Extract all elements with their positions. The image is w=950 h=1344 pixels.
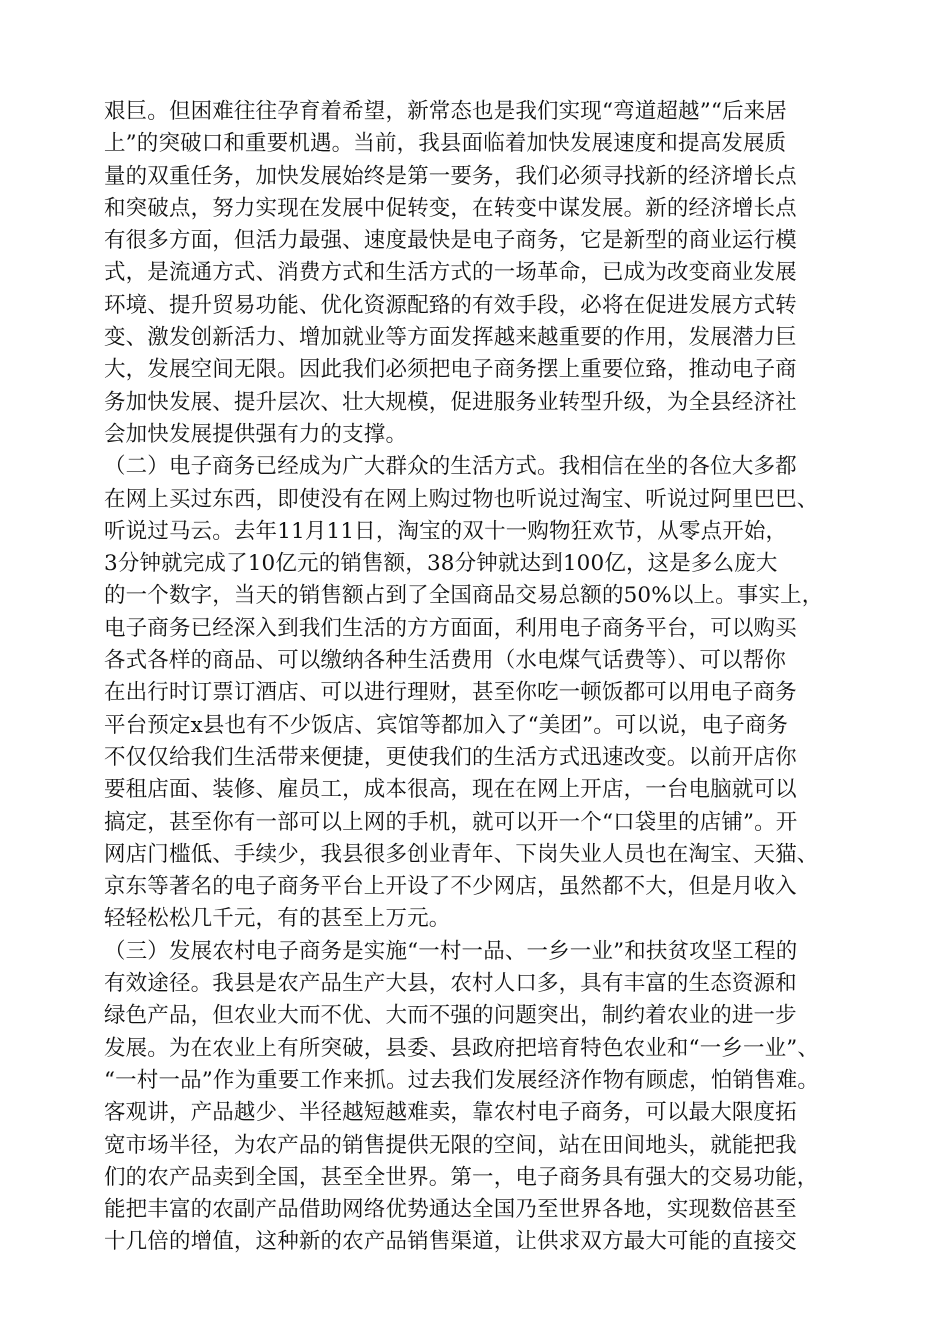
body-text	[104, 96, 864, 1259]
text-line: 在网上买过东西，即使没有在网上购过物也听说过淘宝、听说过阿里巴巴、	[104, 486, 819, 512]
text-line: 各式各样的商品、可以缴纳各种生活费用（水电煤气话费等）、可以帮你	[104, 648, 787, 674]
text-line: 上”的突破口和重要机遇。当前，我县面临着加快发展速度和提高发展质	[104, 131, 787, 157]
text-line: 听说过马云。去年11月11日，淘宝的双十一购物狂欢节，从零点开始，	[104, 518, 788, 544]
text-line: 在出行时订票订酒店、可以进行理财，甚至你吃一顿饭都可以用电子商务	[104, 680, 797, 706]
text-line: 有效途径。我县是农产品生产大县，农村人口多，具有丰富的生态资源和	[104, 971, 797, 997]
text-line: 要租店面、装修、雇员工，成本很高，现在在网上开店，一台电脑就可以	[104, 777, 797, 803]
text-line: 发展。为在农业上有所突破，县委、县政府把培育特色农业和“一乡一业”、	[104, 1035, 820, 1061]
text-line: 十几倍的增值，这种新的农产品销售渠道，让供求双方最大可能的直接交	[104, 1229, 797, 1255]
text-line: 电子商务已经深入到我们生活的方方面面，利用电子商务平台，可以购买	[104, 615, 797, 641]
text-line: 平台预定x县也有不少饭店、宾馆等都加入了“美团”。可以说，电子商务	[104, 712, 789, 738]
text-line: （二）电子商务已经成为广大群众的生活方式。我相信在坐的各位大多都	[104, 454, 797, 480]
text-line: 能把丰富的农副产品借助网络优势通达全国乃至世界各地，实现数倍甚至	[104, 1197, 797, 1223]
text-line: 宽市场半径，为农产品的销售提供无限的空间，站在田间地头，就能把我	[104, 1132, 797, 1158]
text-line: 量的双重任务，加快发展始终是第一要务，我们必须寻找新的经济增长点	[104, 163, 797, 189]
text-line: 会加快发展提供强有力的支撑。	[104, 421, 408, 447]
text-line: （三）发展农村电子商务是实施“一村一品、一乡一业”和扶贫攻坚工程的	[104, 938, 798, 964]
text-line: 3分钟就完成了10亿元的销售额，38分钟就达到100亿，这是多么庞大	[104, 551, 778, 577]
text-line: 绿色产品，但农业大而不优、大而不强的问题突出，制约着农业的进一步	[104, 1003, 797, 1029]
text-line: 环境、提升贸易功能、优化资源配臵的有效手段，必将在促进发展方式转	[104, 292, 797, 318]
text-line: 轻轻松松几千元，有的甚至上万元。	[104, 906, 451, 932]
text-line: 务加快发展、提升层次、壮大规模，促进服务业转型升级，为全县经济社	[104, 389, 797, 415]
text-line: 的一个数字，当天的销售额占到了全国商品交易总额的50%以上。事实上，	[104, 583, 824, 609]
text-line: 式，是流通方式、消费方式和生活方式的一场革命，已成为改变商业发展	[104, 260, 797, 286]
text-line: 搞定，甚至你有一部可以上网的手机，就可以开一个“口袋里的店铺”。开	[104, 809, 798, 835]
text-line: 们的农产品卖到全国，甚至全世界。第一，电子商务具有强大的交易功能，	[104, 1164, 819, 1190]
text-line: 艰巨。但困难往往孕育着希望，新常态也是我们实现“弯道超越”“后来居	[104, 99, 787, 124]
text-line: 客观讲，产品越少、半径越短越难卖，靠农村电子商务，可以最大限度拓	[104, 1100, 797, 1126]
text-line: 网店门槛低、手续少，我县很多创业青年、下岗失业人员也在淘宝、天猫、	[104, 841, 819, 867]
text-line: 不仅仅给我们生活带来便捷，更使我们的生活方式迅速改变。以前开店你	[104, 744, 797, 770]
text-line: “一村一品”作为重要工作来抓。过去我们发展经济作物有顾虑，怕销售难。	[104, 1067, 820, 1093]
text-line: 大，发展空间无限。因此我们必须把电子商务摆上重要位臵，推动电子商	[104, 357, 797, 383]
text-line: 和突破点，努力实现在发展中促转变，在转变中谋发展。新的经济增长点	[104, 195, 797, 221]
text-line: 有很多方面，但活力最强、速度最快是电子商务，它是新型的商业运行模	[104, 228, 797, 254]
text-line: 京东等著名的电子商务平台上开设了不少网店，虽然都不大，但是月收入	[104, 874, 797, 900]
text-line: 变、激发创新活力、增加就业等方面发挥越来越重要的作用，发展潜力巨	[104, 325, 797, 351]
